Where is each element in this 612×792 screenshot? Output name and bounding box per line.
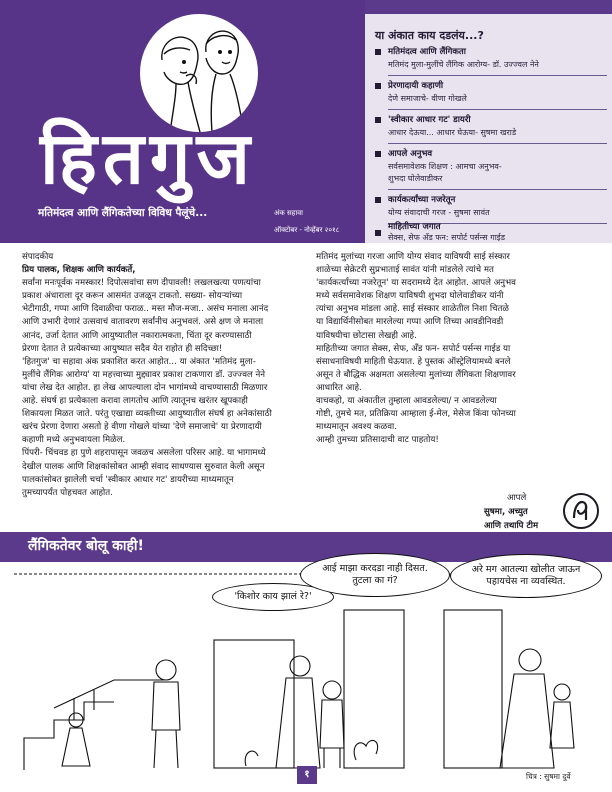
- divider: [388, 143, 607, 144]
- issue-label: अंक सहावा: [274, 209, 303, 217]
- toc-item-heading: 'स्वीकार आधार गट' डायरी: [388, 115, 471, 125]
- toc-item: [375, 148, 607, 192]
- bullet-icon: [375, 230, 381, 236]
- tathapi-logo: [562, 492, 600, 530]
- toc-item: [375, 222, 607, 245]
- speech-text: अरे मग आतल्या खोलीत जाऊन: [471, 564, 581, 575]
- editorial-column-1: [22, 251, 308, 500]
- divider: [388, 189, 607, 190]
- editorial-line: आनंद, उर्जा देतात आणि आयुष्यातील नकारात्मकता, चिंता दूर करण्यासाठी: [22, 330, 252, 341]
- editorial-line: आहे. संघर्ष हा प्रत्येकाला करावा लागतोच आणि त्यातूनच खरंतर खूपकाही: [22, 396, 248, 407]
- editorial-line: यांचा लेख देत आहोत. हा लेख आपल्याला दोन भागांमध्ये वाचण्यासाठी मिळणार: [22, 382, 268, 393]
- toc-item-sub: सर्वसमावेशक शिक्षण : आमचा अनुभव-: [388, 162, 502, 171]
- editorial-line: त्यांचा अनुभव मांडला आहे. साई संस्कार शाळेतील निशा चितळे: [316, 304, 509, 315]
- editorial-line: भेटीगाठी, गप्पा आणि दिवाळीचा फराळ.. मस्त मौज-मजा.. असंच मनाला आनंद: [22, 304, 269, 315]
- bullet-icon: [375, 117, 381, 123]
- editorial-line: माहितीच्या जगात सेक्स, सेफ, अँड फन- सपोर्ट पर्सन्स गाईड या: [316, 343, 511, 354]
- editorial-line: खरंच प्रेरणा देणारा असतो हे वीणा गोखले यांच्या 'देणे समाजाचे' या प्रेरणादायी: [22, 422, 262, 433]
- editorial-line: शिकायला मिळत जाते. परंतु एखाद्या व्यक्तीच्या आयुष्यातील संघर्ष हा अनेकांसाठी: [22, 409, 272, 420]
- toc-item: [375, 46, 607, 78]
- masthead-tagline: मतिमंदत्व आणि लैंगिकतेच्या विविध पैलूंचे...: [38, 207, 208, 219]
- toc-item-sub: आधार देऊया... आधार घेऊया- सुषमा खराडे: [388, 128, 517, 137]
- divider: [388, 75, 607, 76]
- editorial-line: मतिमंद मुलांच्या गरजा आणि योग्य संवाद याविषयी साई संस्कार: [316, 252, 510, 262]
- editorial-line: पालकांसोबत झालेली चर्चा 'स्वीकार आधार गट' डायरीच्या माध्यमातून: [22, 474, 234, 485]
- editorial-line: 'कार्यकर्त्यांच्या नजरेतून' या सदरामध्ये देत आहोत. आपले अनुभव: [316, 278, 516, 289]
- editorial-line: असून ते बौद्धिक अक्षमता असलेल्या मुलांच्या लैंगिकता शिक्षणावर: [316, 369, 516, 380]
- toc-item-sub: सेक्स, सेफ अँड फन: सपोर्ट पर्सन्स गाईड: [388, 233, 505, 242]
- editorial-line: याविषयीचा छोटासा लेखही आहे.: [316, 330, 417, 341]
- editorial-line: संसाधनाविषयी माहिती घेऊयात. हे पुस्तक ऑस्ट्रेलियामध्ये बनले: [316, 356, 511, 367]
- editorial-line: देखील पालक आणि शिक्षकांसोबत आम्ही संवाद साधण्यास सुरुवात केली असून: [22, 461, 265, 472]
- masthead-title: हितगुज: [40, 115, 256, 200]
- bullet-icon: [375, 83, 381, 89]
- editorial-line: आधारित आहे.: [316, 382, 362, 393]
- editorial-text: [22, 277, 308, 500]
- editorial-line: प्रकाश अंधाराला दूर करून आसमंत उजळून टाकतो. सख्या- सोयऱ्यांच्या: [22, 291, 243, 302]
- toc-item-heading: आपले अनुभव: [388, 149, 433, 159]
- illustration-credit: चित्र : सुषमा दुर्वे: [526, 772, 571, 781]
- editorial-line: या विद्यार्थिनीसोबत मारलेल्या गप्पा आणि तिच्या आवडीनिवडी: [316, 317, 504, 328]
- editorial-line: पिंपरी- चिंचवड हा पुणे शहरापासून जवळच असलेला परिसर आहे. या भागामध्ये: [22, 448, 266, 459]
- editorial-line: मध्ये सर्वसमावेशक शिक्षण याविषयी शुभदा घोलेवाडीकर यांनी: [316, 291, 504, 302]
- speech-text: पहायचेस ना व्यवस्थित.: [486, 576, 566, 587]
- speech-bubble: [300, 553, 450, 597]
- speech-text: 'किशोर काय झालं रे?': [234, 591, 312, 602]
- toc-item-sub: योग्य संवादाची गरज - सुषमा सावंत: [388, 208, 490, 217]
- editorial-label: संपादकीय: [22, 252, 54, 262]
- toc-item: [375, 80, 607, 112]
- issue-date: ऑक्टोबर - नोव्हेंबर २०१८: [274, 226, 340, 234]
- editorial-line: माध्यमातून अवश्य कळवा.: [316, 422, 397, 433]
- toc-item-heading: माहितीच्या जगात: [388, 222, 441, 232]
- signoff-team: आणि तथापि टीम: [484, 521, 539, 531]
- bullet-icon: [375, 151, 381, 157]
- editorial-text: [316, 251, 592, 447]
- bullet-icon: [375, 197, 381, 203]
- editorial-line: मुलींचे लैंगिक आरोग्य' या महत्त्वाच्या मुद्द्यावर प्रकाश टाकणारा डॉ. उज्ज्वल नेने: [22, 369, 266, 380]
- signoff-names: सुषमा, अच्युत: [484, 507, 528, 517]
- editorial-line: आम्ही तुमच्या प्रतिसादाची वाट पाहतोय!: [316, 435, 439, 446]
- toc-item-sub: मतिमंद मुला-मुलींचे लैंगिक आरोग्य- डॉ. उज्ज्वल नेने: [388, 60, 539, 69]
- speech-bubble: [450, 554, 602, 598]
- editorial-line: प्रेरणा देतात ते प्रत्येकाच्या आयुष्यात सदैव येत राहोत ही सदिच्छा!: [22, 343, 223, 354]
- editorial-line: तुमच्यापर्यंत पोहचवत आहोत.: [22, 487, 113, 498]
- toc-item-heading: मतिमंदत्व आणि लैंगिकता: [388, 47, 466, 57]
- toc-item-heading: प्रेरणादायी कहाणी: [388, 81, 444, 91]
- editorial-salutation: प्रिय पालक, शिक्षक आणि कार्यकर्ते,: [22, 265, 136, 276]
- editorial-line: 'हितगुज' चा सहावा अंक प्रकाशित करत आहोत... या अंकात 'मतिमंद मुला-: [22, 356, 256, 367]
- section-title: लैंगिकतेवर बोलू काही!: [28, 538, 144, 554]
- divider: [388, 109, 607, 110]
- toc-item-sub: शुभदा घोलेवाडीकर: [388, 174, 443, 183]
- toc-title: या अंकात काय दडलंय...?: [375, 29, 484, 42]
- signoff-line: आपले: [507, 493, 527, 503]
- editorial-line: वाचकहो, या अंकातील तुम्हाला आवडलेल्या/ न आवडलेल्या: [316, 396, 497, 407]
- speech-text: आई माझा करदडा नाही दिसत.: [322, 563, 428, 574]
- editorial-line: शाळेच्या सेक्रेटरी सुप्रभाताई सावंत यांनी मांडलेले त्यांचे मत: [316, 265, 494, 276]
- toc-item: [375, 114, 607, 146]
- bullet-icon: [375, 49, 381, 55]
- editorial-column-2: [316, 251, 592, 447]
- editorial-line: सर्वांना मनःपूर्वक नमस्कार! दिपोत्सवांचा सण दीपावली! लखलखत्या पणत्यांचा: [22, 278, 261, 289]
- editorial-line: गोष्टी, तुमचे मत, प्रतिक्रिया आम्हाला ई-मेल, मेसेज किंवा फोनच्या: [316, 409, 516, 420]
- editorial-line: आणि उभारी देणारं उत्सवाचं वातावरण सर्वांनीच अनुभवलं. असे क्षण जे मनाला: [22, 317, 264, 328]
- speech-text: तुटला का गं?: [352, 575, 398, 586]
- toc-item-sub: देणे समाजाचे- वीणा गोखले: [388, 94, 467, 103]
- editorial-line: कहाणी मध्ये अनुभवायला मिळेल.: [22, 435, 126, 446]
- page-number: १: [297, 766, 317, 784]
- toc-item-heading: कार्यकर्त्यांच्या नजरेतून: [388, 195, 456, 205]
